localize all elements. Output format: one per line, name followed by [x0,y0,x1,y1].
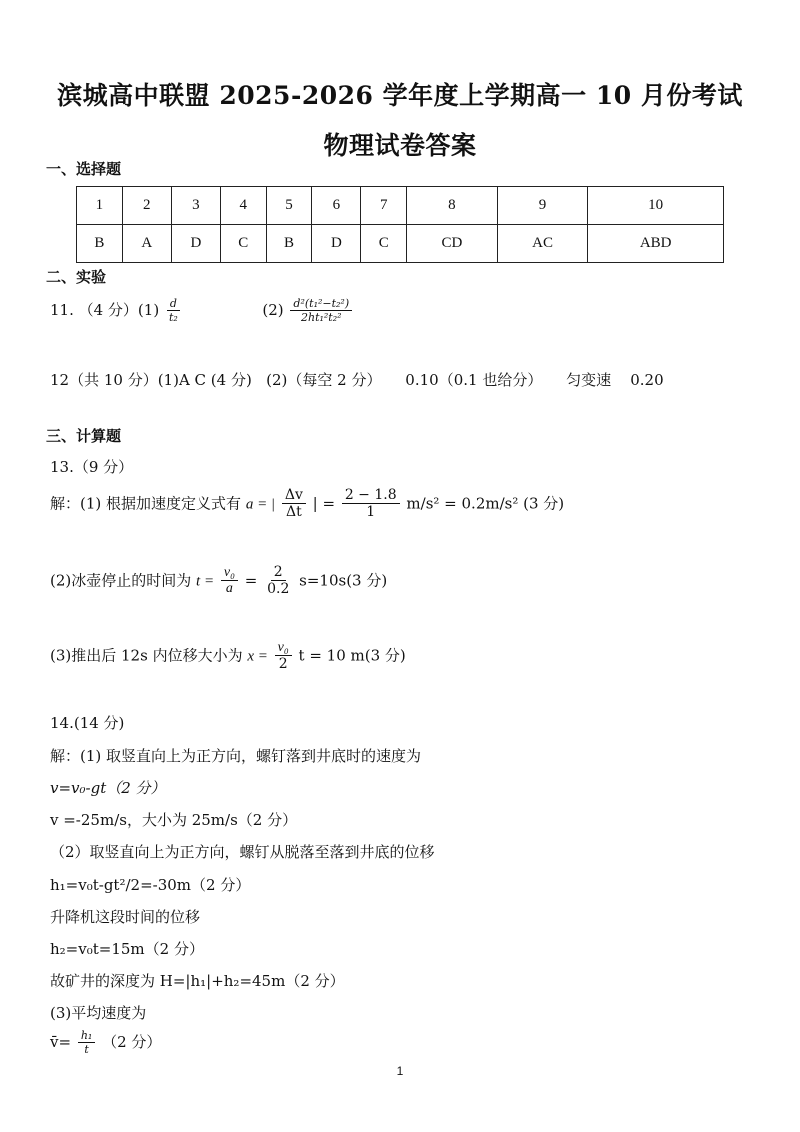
q14-line-2: v=v₀-gt（2 分） [50,779,166,797]
q13-l1-result: m/s² = 0.2m/s² (3 分) [406,494,565,513]
q14-l10-points: （2 分） [102,1033,162,1052]
fraction-denominator: t₂ [168,311,178,325]
q14-heading: 14.(14 分) [50,714,125,732]
q11-label: 11. （4 分）(1) [50,301,160,320]
page-number: 1 [396,1064,404,1078]
question-number: 2 [122,187,171,225]
fraction-numerator: h₁ [78,1030,96,1043]
q13-l2-result: s=10s(3 分) [299,571,388,590]
q14-l10-fraction [78,1030,96,1056]
section-heading-experiment: 二、实验 [46,268,107,286]
q13-line-2 [50,565,387,598]
answer-cell: B [77,225,123,263]
answer-cell: ABD [588,225,724,263]
q13-l1-fraction-2 [342,488,400,521]
q11-fraction-2 [290,298,352,324]
question-number: 1 [77,187,123,225]
fraction-denominator: a [225,581,233,597]
answer-cell: C [220,225,266,263]
question-number: 6 [312,187,361,225]
q13-l1-lhs: a = | [245,496,276,513]
exam-title: 滨城高中联盟 2025-2026 学年度上学期高一 10 月份考试 [57,81,743,110]
question-number: 7 [361,187,407,225]
fraction-denominator: 2 [278,656,288,673]
q13-heading: 13.（9 分） [50,458,134,476]
section-heading-choice: 一、选择题 [46,160,122,178]
fraction-numerator: Δv [282,488,306,504]
answer-cell: C [361,225,407,263]
fraction-numerator: 2 − 1.8 [342,488,400,504]
fraction-denominator: Δt [285,504,302,521]
fraction-numerator: 2 [271,565,286,581]
q14-line-6: 升降机这段时间的位移 [50,908,201,926]
answer-cell: AC [497,225,588,263]
q14-line-7: h₂=v₀t=15m（2 分） [50,940,204,958]
answer-cell: CD [407,225,498,263]
fraction-numerator: v₀ [275,640,292,656]
question-number: 3 [171,187,220,225]
q14-line-5: h₁=v₀t-gt²/2=-30m（2 分） [50,876,251,894]
q13-l1-fraction-1 [282,488,306,521]
q11-fraction-1 [166,298,181,324]
q11-part2-label: (2) [262,301,284,320]
q13-l1-text: 解：(1) 根据加速度定义式有 [50,494,242,513]
fraction-denominator: 0.2 [267,581,290,598]
q11-answer [50,298,354,324]
answer-cell: D [312,225,361,263]
section-heading-calculation: 三、计算题 [46,427,122,445]
q13-l3-result: t = 10 m(3 分) [298,646,406,665]
q13-line-3 [50,640,406,673]
q13-l3-fraction [275,640,292,673]
q13-l2-fraction-1 [221,565,238,598]
q12-answer: 12（共 10 分）(1)A C (4 分) (2)（每空 2 分） 0.10（0.1 也给分） 匀变速 0.20 [50,371,664,389]
q13-l2-lhs: t = [196,573,215,590]
q13-l3-lhs: x = [247,648,268,665]
q14-line-10 [50,1030,161,1056]
q13-l2-text: (2)冰壶停止的时间为 [50,571,192,590]
q14-line-3: v =-25m/s，大小为 25m/s（2 分） [50,811,298,829]
answer-cell: A [122,225,171,263]
q13-l2-eq: = [244,571,258,590]
fraction-numerator: d²(t₁²−t₂²) [290,298,352,311]
q14-line-1: 解：(1) 取竖直向上为正方向，螺钉落到井底时的速度为 [50,747,422,765]
fraction-denominator: 1 [366,504,376,521]
question-number: 5 [266,187,312,225]
fraction-numerator: v₀ [221,565,238,581]
q13-l2-fraction-2 [264,565,292,598]
table-row-numbers [77,187,724,225]
q14-line-4: （2）取竖直向上为正方向，螺钉从脱落至落到井底的位移 [50,843,435,861]
answer-table [76,186,724,263]
q14-l10-lhs: v̄= [50,1033,72,1052]
q13-line-1 [50,488,564,521]
question-number: 4 [220,187,266,225]
q13-l3-text: (3)推出后 12s 内位移大小为 [50,646,243,665]
exam-subtitle: 物理试卷答案 [323,131,477,160]
question-number: 10 [588,187,724,225]
question-number: 8 [407,187,498,225]
question-number: 9 [497,187,588,225]
table-row-answers [77,225,724,263]
fraction-denominator: t [84,1043,89,1057]
answer-cell: D [171,225,220,263]
q14-line-8: 故矿井的深度为 H=|h₁|+h₂=45m（2 分） [50,972,345,990]
fraction-numerator: d [167,298,180,311]
answer-cell: B [266,225,312,263]
q13-l1-mid: | = [312,494,336,513]
fraction-denominator: 2ht₁²t₂² [300,311,342,325]
q14-line-9: (3)平均速度为 [50,1004,147,1022]
